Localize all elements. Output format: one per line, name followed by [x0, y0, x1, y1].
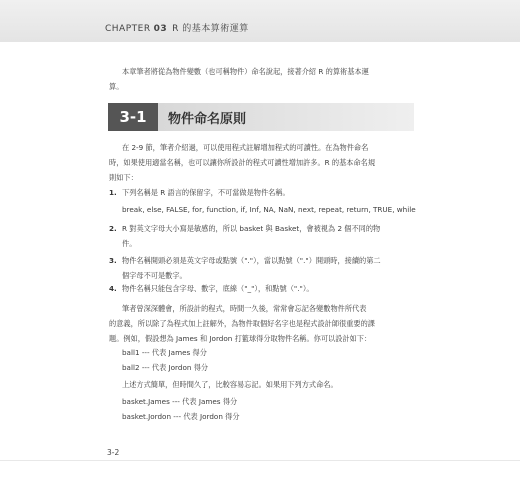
- rule-2-text: R 對英文字母大小寫是敏感的，所以 basket 與 Basket，會被視為 2 個不同的物: [122, 224, 381, 233]
- para2-line-3: 題。例如，假設想為 James 和 Jordon 打籃球得分取物件名稱。你可以設計如下：: [109, 334, 372, 343]
- intro-line-1: 本章筆者將從為物件變數（也可稱物件）命名說起，接著介紹 R 的算術基本運: [122, 67, 369, 76]
- para3-text: 上述方式簡單，但時間久了，比較容易忘記。如果用下列方式命名。: [122, 380, 338, 389]
- para2-line-2: 的意義，所以除了為程式加上註解外，為物件取個好名字也是程式設計師很重要的課: [109, 319, 375, 328]
- example-basket-james: basket.James --- 代表 James 得分: [122, 397, 238, 406]
- rule-4-text: 物件名稱只能包含字母、數字，底線（"_"），和點號（"."）。: [122, 284, 314, 293]
- section-title: 物件命名原則: [168, 112, 247, 127]
- example-ball2: ball2 --- 代表 Jordon 得分: [122, 363, 209, 372]
- chapter-title: R 的基本算術運算: [172, 24, 249, 34]
- running-header: [105, 21, 249, 34]
- para1-line-2: 時，如果使用適當名稱，也可以讓你所設計的程式可讀性增加許多。R 的基本命名規: [109, 158, 376, 167]
- section-heading: [108, 103, 413, 131]
- reserved-words: break, else, FALSE, for, function, if, Inf, NA, NaN, next, repeat, return, TRUE, while: [122, 205, 416, 214]
- chapter-number: 03: [153, 24, 168, 34]
- footer-divider: [0, 460, 520, 461]
- chapter-label: CHAPTER: [105, 24, 151, 34]
- rule-3-text-cont: 個字母不可是數字。: [122, 271, 187, 280]
- section-title-bar: [158, 103, 414, 131]
- rule-4-number: 4.: [109, 284, 117, 293]
- rule-2-text-cont: 件。: [122, 239, 137, 248]
- para2-line-1: 筆者曾深深體會，所設計的程式，時間一久後，常常會忘記各變數物件所代表: [122, 304, 367, 313]
- para1-line-3: 則如下：: [109, 173, 138, 182]
- intro-line-2: 算。: [109, 82, 124, 91]
- rule-1-text: 下列名稱是 R 語言的保留字，不可當做是物件名稱。: [122, 188, 290, 197]
- page-number: 3-2: [107, 448, 120, 457]
- rule-2-number: 2.: [109, 224, 117, 233]
- chapter-header: [0, 0, 520, 42]
- rule-3-text: 物件名稱開頭必須是英文字母或點號（"."），當以點號（"."）開頭時，接續的第二: [122, 256, 381, 265]
- section-number: 3-1: [108, 103, 158, 131]
- example-ball1: ball1 --- 代表 James 得分: [122, 348, 207, 357]
- rule-1-number: 1.: [109, 188, 117, 197]
- rule-3-number: 3.: [109, 256, 117, 265]
- example-basket-jordon: basket.Jordon --- 代表 Jordon 得分: [122, 412, 240, 421]
- para1-line-1: 在 2-9 節，筆者介紹過，可以使用程式註解增加程式的可讀性。在為物件命名: [122, 143, 369, 152]
